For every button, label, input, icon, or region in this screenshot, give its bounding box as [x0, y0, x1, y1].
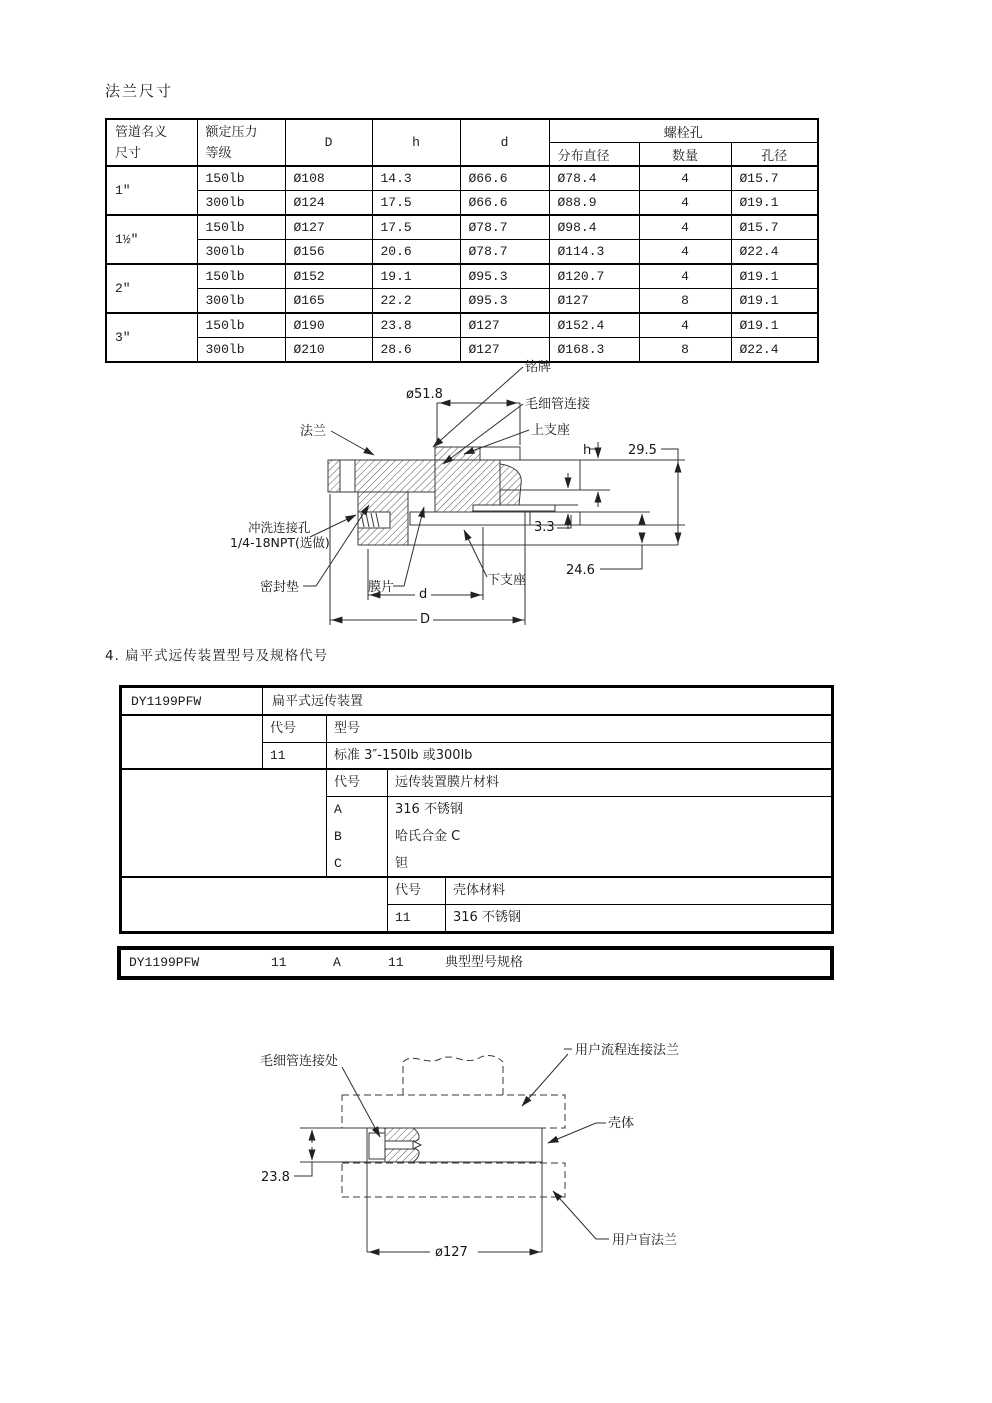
block2-code-a: A — [334, 802, 342, 817]
typical-code-2: A — [333, 955, 341, 970]
size-cell: 2″ — [106, 264, 197, 313]
dimension-lines — [294, 1130, 542, 1252]
D-dim: D — [420, 612, 431, 627]
code-header: 代号 — [334, 775, 361, 790]
typical-model-label: 典型型号规格 — [445, 955, 524, 970]
header-bolt-hole-dia: 孔径 — [731, 143, 818, 167]
gasket-label: 密封垫 — [260, 580, 300, 595]
typical-code-3: 11 — [388, 955, 404, 970]
blind-flange-label: 用户盲法兰 — [612, 1233, 678, 1248]
table-row: 300lb Ø165 22.2 Ø95.3 Ø127 8 Ø19.1 — [106, 289, 818, 314]
flush-hole-label-line2: 1/4-18NPT(选做) — [230, 535, 330, 550]
block1-code: 11 — [270, 748, 286, 763]
header-bolt-holes-group: 螺栓孔 — [549, 119, 818, 143]
flush-hole-label-line1: 冲洗连接孔 — [248, 520, 311, 535]
block2-desc-a: 316 不锈钢 — [395, 802, 463, 817]
block1-desc: 标准 3″-150lb 或300lb — [334, 748, 473, 763]
lower-height-dim: 24.6 — [566, 563, 595, 578]
housing-label: 壳体 — [608, 1116, 635, 1131]
size-cell: 1½″ — [106, 215, 197, 264]
table-row: 300lb Ø210 28.6 Ø127 Ø168.3 8 Ø22.4 — [106, 338, 818, 363]
header-h: h — [372, 119, 460, 166]
table-row: 1½″ 150lb Ø127 17.5 Ø78.7 Ø98.4 4 Ø15.7 — [106, 215, 818, 240]
flange-label: 法兰 — [300, 424, 327, 439]
nameplate-label: 铭牌 — [525, 360, 552, 375]
block1-header: 型号 — [334, 721, 361, 736]
header-D: D — [285, 119, 372, 166]
gap-dim: 3.3 — [534, 520, 555, 535]
capillary-joint-label: 毛细管连接处 — [260, 1054, 339, 1069]
assembly-drawing — [255, 1040, 705, 1270]
model-number: DY1199PFW — [131, 694, 202, 709]
block2-header: 远传装置膜片材料 — [395, 775, 500, 790]
section-heading: 4. 扁平式远传装置型号及规格代号 — [105, 648, 329, 664]
flange-section-geometry — [328, 447, 685, 545]
model-description: 扁平式远传装置 — [272, 694, 364, 709]
block2-desc-b: 哈氏合金 C — [395, 829, 461, 844]
d-dim: d — [419, 587, 428, 602]
cap-diameter-dim: ø51.8 — [406, 387, 443, 402]
header-d: d — [460, 119, 549, 166]
size-cell: 3″ — [106, 313, 197, 362]
h-dim: h — [583, 443, 592, 458]
header-bolt-circle: 分布直径 — [549, 143, 639, 167]
block2-code-c: C — [334, 856, 342, 871]
total-height-dim: 29.5 — [628, 443, 657, 458]
header-bolt-count: 数量 — [639, 143, 731, 167]
lower-support-label: 下支座 — [487, 573, 527, 588]
block3-header: 壳体材料 — [453, 883, 506, 898]
flange-section-drawing — [230, 357, 790, 647]
flange-dimension-table — [105, 118, 819, 363]
diameter-dim: ø127 — [435, 1245, 468, 1260]
block3-desc: 316 不锈钢 — [453, 910, 521, 925]
table-row: 300lb Ø124 17.5 Ø66.6 Ø88.9 4 Ø19.1 — [106, 191, 818, 216]
table-row: 2″ 150lb Ø152 19.1 Ø95.3 Ø120.7 4 Ø19.1 — [106, 264, 818, 289]
size-cell: 1″ — [106, 166, 197, 215]
block2-code-b: B — [334, 829, 342, 844]
capillary-label: 毛细管连接 — [525, 397, 591, 412]
assembly-geometry — [300, 1055, 565, 1252]
height-dim: 23.8 — [261, 1170, 290, 1185]
table-row: 300lb Ø156 20.6 Ø78.7 Ø114.3 4 Ø22.4 — [106, 240, 818, 265]
table-row: 3″ 150lb Ø190 23.8 Ø127 Ø152.4 4 Ø19.1 — [106, 313, 818, 338]
table-row: 1″ 150lb Ø108 14.3 Ø66.6 Ø78.4 4 Ø15.7 — [106, 166, 818, 191]
header-pipe-size: 管道名义 尺寸 — [106, 119, 197, 166]
typical-code-1: 11 — [271, 955, 287, 970]
typical-model-box — [117, 946, 834, 980]
code-header: 代号 — [270, 721, 297, 736]
upper-support-label: 上支座 — [531, 423, 571, 438]
block3-code: 11 — [395, 910, 411, 925]
header-pressure-class: 额定压力 等级 — [197, 119, 285, 166]
model-code-table — [119, 685, 834, 934]
code-header: 代号 — [395, 883, 422, 898]
block2-desc-c: 钽 — [395, 856, 409, 871]
page-title: 法兰尺寸 — [105, 82, 174, 100]
process-flange-label: 用户流程连接法兰 — [575, 1043, 680, 1058]
typical-model-number: DY1199PFW — [129, 955, 200, 970]
diaphragm-label: 膜片 — [368, 580, 395, 595]
